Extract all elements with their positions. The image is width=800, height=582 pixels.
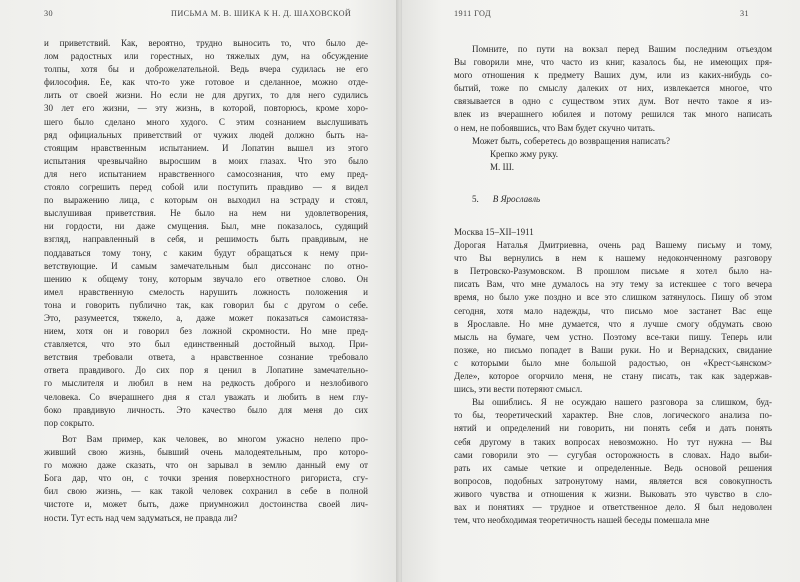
- text-line: лить от своей жизни. Но если не для других, то для него судились: [44, 90, 368, 101]
- text-line: Вы ошиблись. Я не осуждаю нашего разговора за слишком, буд-: [472, 397, 772, 408]
- signature: М. Ш.: [490, 161, 514, 172]
- text-line: ности. Тут есть над чем задуматься, не правда ли?: [44, 512, 238, 523]
- text-line: лом радостных или горестных, но тяжелых дум, на обсуждение: [44, 51, 368, 62]
- text-line: Вы говорили мне, что часто из книг, казалось бы, не имеющих пря-: [454, 57, 772, 68]
- text-line: боко правдивую личность. Это качество было для меня до сих: [44, 404, 368, 415]
- text-line: вопросов, подобных затронутому нами, является вся совокупность: [454, 475, 772, 486]
- text-line: Это, разумеется, тяжело, а, даже может показаться самоистяза-: [44, 312, 368, 323]
- text-line: живого чувства и отношения к жизни. Выковать это чувство в сло-: [454, 488, 772, 499]
- section-heading: [472, 193, 772, 206]
- text-line: живший свою жизнь, бывший очень малодеятельным, про которо-: [44, 447, 368, 458]
- text-line: го мыслителя и любил в нем на редкость доброго и незлобивого: [44, 378, 368, 389]
- text-line: в Петровско-Разумовском. В прошлом письме я хотел было на-: [454, 266, 772, 277]
- running-head-left: ПИСЬМА М. В. ШИКА К Н. Д. ШАХОВСКОЙ: [171, 9, 352, 18]
- text-line: рать их самые четкие и определенные. Ведь основой решения: [454, 462, 772, 473]
- text-line: себя другому в таких вопросах невозможно. Но тут нужна — Вы: [454, 436, 772, 447]
- left-paragraph-2: [44, 433, 368, 525]
- text-line: шего было сделано много худого. С этим сознанием выслушивать: [44, 116, 368, 127]
- left-body-text: [44, 37, 368, 430]
- text-line: 30 лет его жизни, — эту жизнь, в которой, повторюсь, кроме хоро-: [44, 103, 368, 114]
- text-line: тона и говорить публично так, как говорил бы с другом о себе.: [44, 299, 368, 310]
- text-line: имел нравственную смелость нарушить ложность положения и: [44, 286, 368, 297]
- text-line: что Вы вернулись в нем к нашему недоконченному разговору: [454, 253, 772, 264]
- text-line: ставляется, что это был единственный достойный выход. При-: [44, 339, 368, 350]
- text-line: влек из вчерашнего юбилея и потому решился так много написать: [454, 109, 772, 120]
- text-line: в Ярославле. Но мне думается, что я лучше смогу обдумать свою: [454, 318, 772, 329]
- text-line: пор сокрыто.: [44, 417, 95, 428]
- text-line: связывается в одно с существом этих дум. Вот нечто такое я из-: [454, 96, 772, 107]
- text-line: стоящим нравственным испытанием. И Лопатин вышел из этого: [44, 142, 368, 153]
- text-line: нием, хотя он и говорил без ложной скромности. Но мне пред-: [44, 326, 368, 337]
- text-line: мого отношения к предмету Ваших дум, или из каких-нибудь со-: [454, 70, 772, 81]
- text-line: мысль на бумаге, чем устно. Поэтому все-таки пишу. Теперь или: [454, 331, 772, 342]
- text-line: философия. Ее, как что-то уже готовое и сделанное, можно отде-: [44, 77, 368, 88]
- text-line: Деле», которое огорчило меня, не стану писать, так как задержав-: [454, 371, 772, 382]
- text-line: человека. Со вчерашнего дня я стал уважать и любить в нем глу-: [44, 391, 368, 402]
- text-line: шению к общему тону, которым звучало его ответное слово. Он: [44, 273, 368, 284]
- text-line: бытий, тоже по смыслу далеких от них, извлекается многое, что: [454, 83, 772, 94]
- text-line: ветствия требовали ответа, а нравственное сознание требовало: [44, 352, 368, 363]
- running-head-right: 1911 ГОД: [454, 9, 491, 18]
- text-line: ветствующие. И самым замечательным был диссонанс по отно-: [44, 260, 368, 271]
- text-line: тем, что необходимая теоретичность нашей беседы помешала мне: [454, 515, 710, 526]
- text-line: Дорогая Наталья Дмитриевна, очень рад Вашему письму и тому,: [454, 240, 772, 251]
- right-paragraph-1: [454, 43, 772, 174]
- text-line: позже, но письмо попадет в Ваши руки. Но и Вернадских, свидание: [454, 344, 772, 355]
- closing-line: Крепко жму руку.: [490, 148, 558, 159]
- text-line: о нем, не побоявшись, что Вам будет скучно читать.: [454, 122, 656, 133]
- text-line: взгляд, направленный в себя, и решимость быть правдивым, не: [44, 234, 368, 245]
- text-line: то бы, теоретический характер. Вне слов, логического анализа по-: [454, 410, 772, 421]
- text-line: Бога дар, что он, с точки зрения поверхностного ригориста, сгу-: [44, 473, 368, 484]
- text-line: выслушивая приветствия. Не было на нем ни удовлетворения,: [44, 208, 368, 219]
- dateline: Москва 15–XII–1911: [454, 227, 534, 237]
- text-line: Помните, по пути на вокзал перед Вашим последним отъездом: [472, 44, 772, 54]
- left-page: [0, 0, 398, 582]
- text-line: с которыми было мне большой радостью, он «Крест<ьянском>: [454, 357, 772, 368]
- text-line: стояло согрешить перед собой или поступить правдиво — я видел: [44, 182, 368, 193]
- text-line: ни гордости, ни даже смущения. Был, мне показалось, судящий: [44, 221, 368, 232]
- text-line: сегодня, хотя мало надежды, что письмо мое застанет Вас еще: [454, 305, 772, 316]
- text-line: бил свою жизнь, — как такой человек сохранил в себе в полной: [44, 486, 368, 497]
- text-line: нятий и определений ни говорить, ни понять себя и дать понять: [454, 423, 772, 434]
- text-line: вах и понятиях — трудное и ответственное дело. Я был недоволен: [454, 501, 772, 512]
- page-number-left: 30: [44, 9, 53, 18]
- text-line: чистоте и, может быть, даже приумножил достоинства своей лич-: [44, 499, 368, 510]
- question-line: Может быть, соберетесь до возвращения написать?: [472, 135, 670, 146]
- text-line: ответа правдивого. До сих пор я ценил в Лопатине замечательно-: [44, 365, 368, 376]
- text-line: и приветствий. Как, вероятно, трудно выносить то, что было де-: [44, 38, 368, 48]
- text-line: по выражению лица, с которым он выходил на эстраду и стоял,: [44, 195, 368, 206]
- section-number: 5.: [472, 194, 479, 204]
- right-page: [402, 0, 800, 582]
- text-line: время, но было уже поздно и все это слишком затянулось. Пишу об этом: [454, 292, 772, 303]
- text-line: испытания чрезвычайно выросшим в моих глазах. Что это было: [44, 155, 368, 166]
- section-title: В Ярославль: [492, 194, 541, 204]
- text-line: Вот Вам пример, как человек, во многом ужасно нелепо про-: [62, 434, 368, 444]
- text-line: толпы, хотя бы и доброжелательной. Ведь вчера судилась не его: [44, 64, 368, 75]
- text-line: писать Вам, что мне думалось на эту тему за истекшее с того вечера: [454, 279, 772, 290]
- text-line: шись, эти вести потеряют смысл.: [454, 384, 583, 395]
- text-line: для него испытанием нравственного самосознания, что ему пред-: [44, 168, 368, 179]
- letter-body: [454, 226, 772, 527]
- text-line: поддаваться тому тону, с каким будут обращаться к нему при-: [44, 247, 368, 258]
- text-line: го можно даже сказать, что он зарывал в землю данный ему от: [44, 460, 368, 471]
- text-line: ряд официальных приветствий от чужих людей должно быть на-: [44, 129, 368, 140]
- text-line: сами говорили это — сугубая осторожность в словах. Надо выби-: [454, 449, 772, 460]
- page-number-right: 31: [740, 9, 749, 18]
